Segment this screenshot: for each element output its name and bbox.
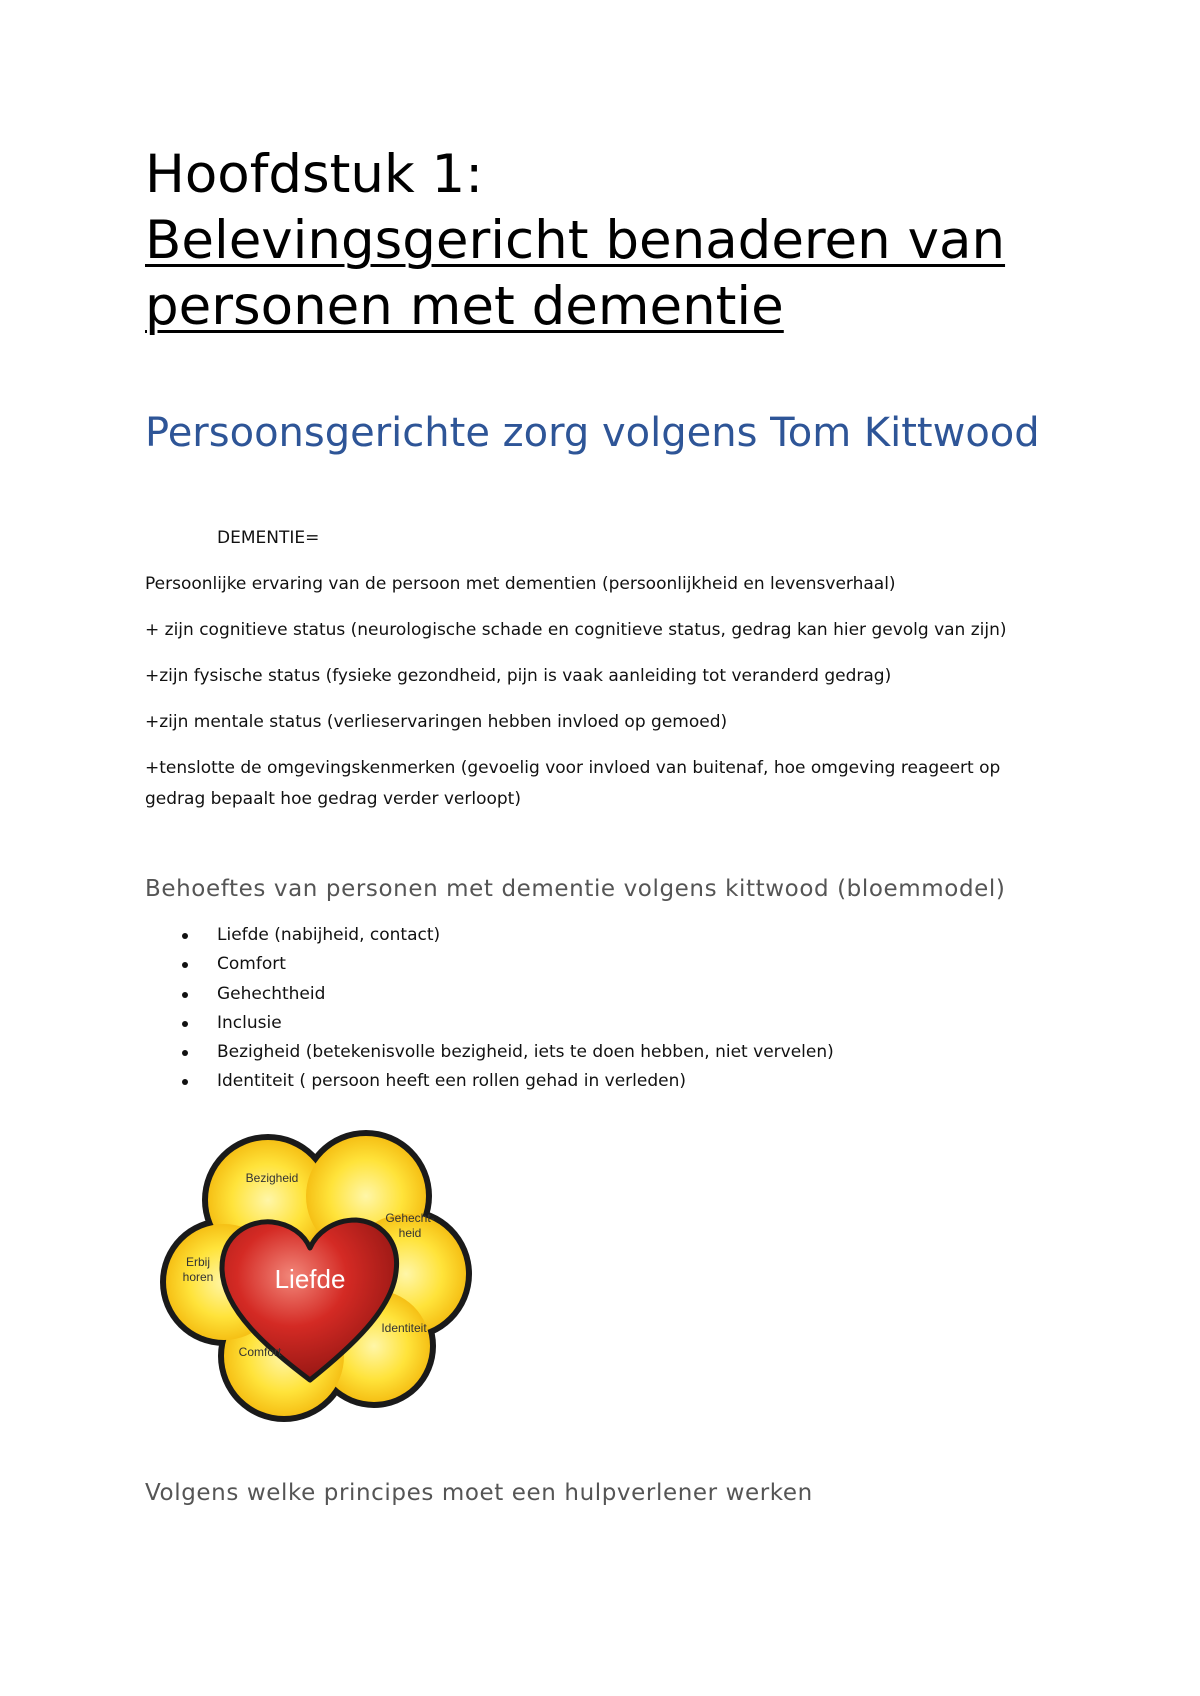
paragraph: +tenslotte de omgevingskenmerken (gevoelig voor invloed van buitenaf, hoe omgeving reageert op [145, 758, 1001, 778]
paragraph: gedrag bepaalt hoe gedrag verder verloopt) [145, 789, 521, 809]
chapter-subtitle-line2: personen met dementie [145, 276, 784, 337]
bullet-icon [182, 962, 188, 968]
bullet-icon [182, 1050, 188, 1056]
paragraph: Persoonlijke ervaring van de persoon met dementien (persoonlijkheid en levensverhaal) [145, 574, 896, 594]
flower-label-identiteit: Identiteit [381, 1321, 427, 1335]
bullet-icon [182, 933, 188, 939]
chapter-title: Hoofdstuk 1: [145, 144, 484, 205]
list-item: Identiteit ( persoon heeft een rollen gehad in verleden) [145, 1067, 834, 1096]
list-item: Comfort [145, 950, 834, 979]
flower-label-erbij-2: horen [182, 1270, 214, 1284]
flower-model-diagram [160, 1110, 480, 1430]
chapter-subtitle-line1: Belevingsgericht benaderen van [145, 210, 1006, 271]
heading-principes: Volgens welke principes moet een hulpverlener werken [145, 1480, 813, 1506]
flower-label-gehechtheid-1: Gehecht- [385, 1211, 435, 1225]
bullet-icon [182, 1079, 188, 1085]
heading-persoonsgerichte-zorg: Persoonsgerichte zorg volgens Tom Kittwood [145, 410, 1040, 456]
needs-list [145, 921, 834, 1097]
paragraph: +zijn mentale status (verlieservaringen hebben invloed op gemoed) [145, 712, 728, 732]
bullet-icon [182, 1021, 188, 1027]
dementie-label: DEMENTIE= [217, 528, 320, 548]
flower-center-label: Liefde [274, 1264, 346, 1294]
heading-behoeftes: Behoeftes van personen met dementie volgens kittwood (bloemmodel) [145, 876, 1006, 902]
list-item: Gehechtheid [145, 980, 834, 1009]
bullet-icon [182, 992, 188, 998]
paragraph: +zijn fysische status (fysieke gezondheid, pijn is vaak aanleiding tot veranderd gedrag) [145, 666, 892, 686]
list-item: Bezigheid (betekenisvolle bezigheid, iets te doen hebben, niet vervelen) [145, 1038, 834, 1067]
flower-label-bezigheid: Bezigheid [245, 1171, 299, 1185]
paragraph: + zijn cognitieve status (neurologische schade en cognitieve status, gedrag kan hier gevolg van zijn) [145, 620, 1007, 640]
flower-label-comfort: Comfort [238, 1345, 282, 1359]
list-item: Liefde (nabijheid, contact) [145, 921, 834, 950]
list-item: Inclusie [145, 1009, 834, 1038]
flower-label-gehechtheid-2: heid [398, 1226, 422, 1240]
flower-label-erbij-1: Erbij [185, 1255, 211, 1269]
